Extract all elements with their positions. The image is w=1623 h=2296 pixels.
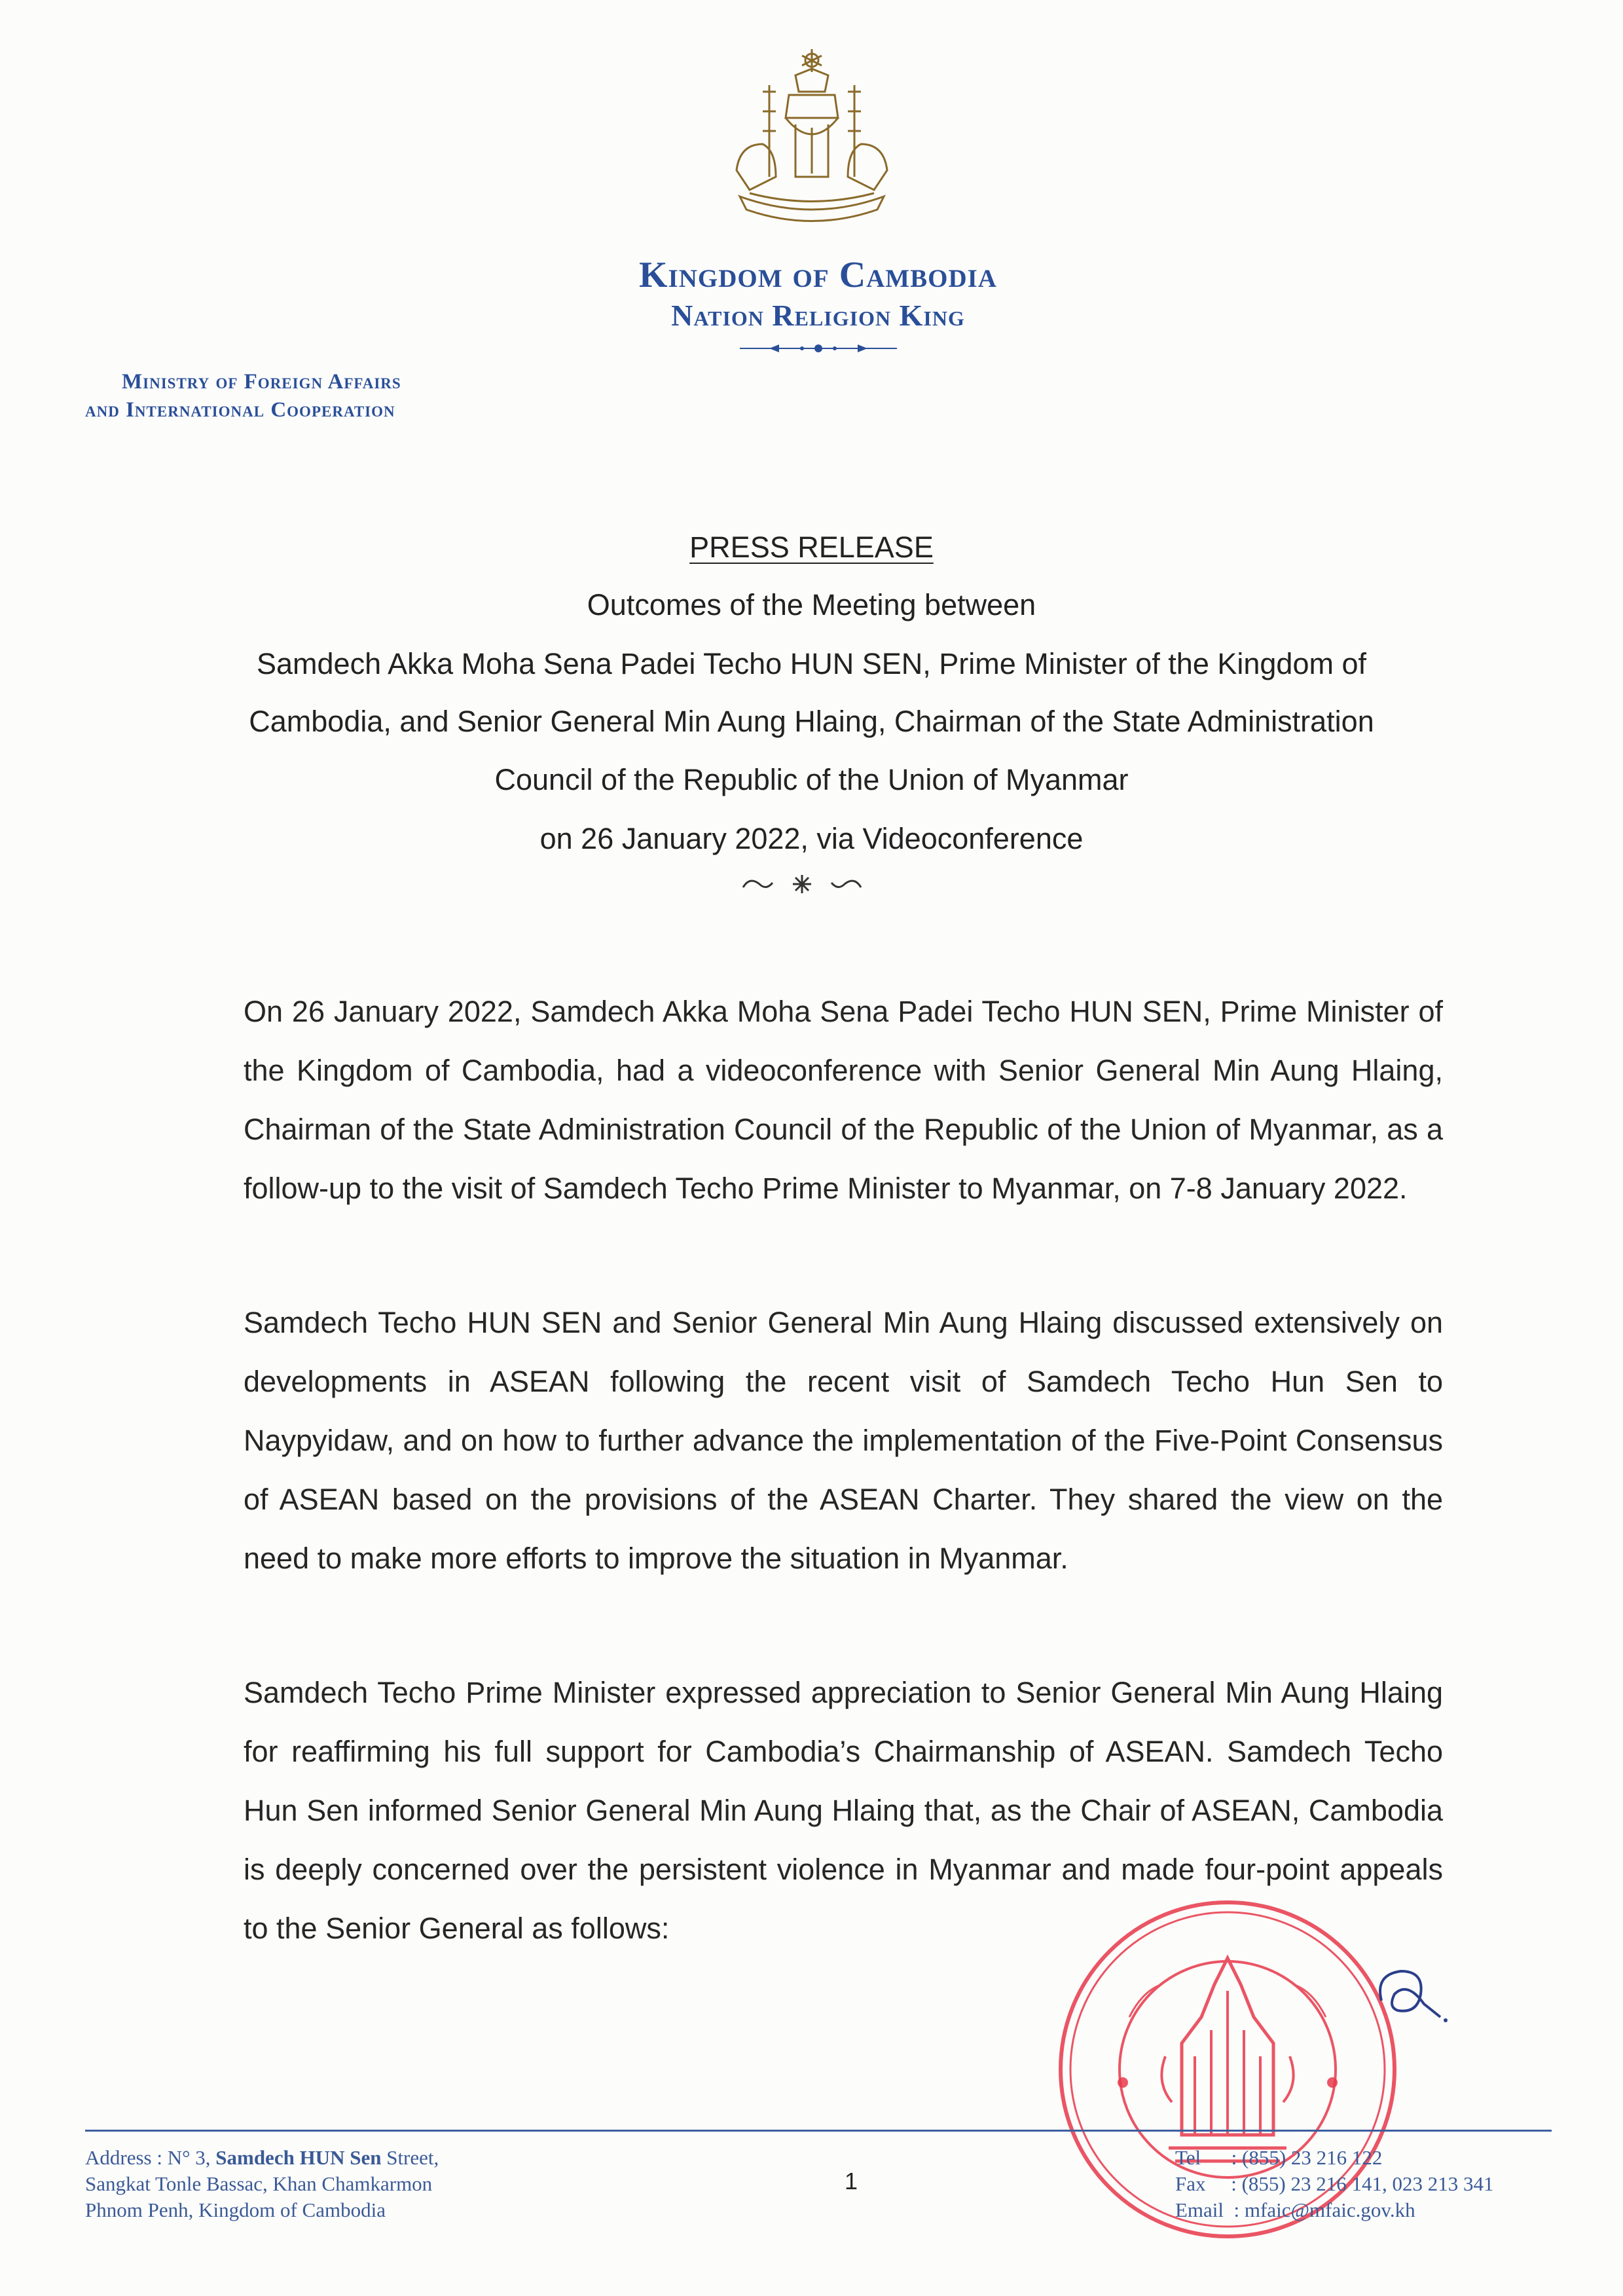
national-motto: Nation Religion King (671, 299, 965, 332)
body-paragraph: Samdech Techo HUN SEN and Senior General Min Aung Hlaing discussed extensively on developments in ASEAN following the recent visit of Samdech Techo Hun Sen to Naypyidaw, and on how to further advance the implementation of the Five-Point Consensus of ASEAN based on the provisions of the ASEAN Charter. They shared the view on the need to make more efforts to improve the situation in Myanmar. (244, 1306, 1443, 1575)
footer-email: Email : mfaic@mfaic.gov.kh (1175, 2198, 1415, 2221)
title-line: Council of the Republic of the Union of Myanmar (494, 763, 1129, 796)
title-line: on 26 January 2022, via Videoconference (539, 822, 1084, 855)
footer-divider (85, 2130, 1552, 2132)
header-divider-ornament (733, 341, 903, 356)
royal-coat-of-arms-emblem (710, 46, 913, 249)
country-heading: Kingdom of Cambodia (639, 255, 997, 295)
press-release-label: PRESS RELEASE (689, 530, 934, 564)
footer-tel: Tel : (855) 23 216 122 (1175, 2146, 1383, 2169)
title-line: Cambodia, and Senior General Min Aung Hlaing, Chairman of the State Administration (249, 705, 1374, 738)
handwritten-signature (1362, 1955, 1453, 2027)
footer-fax: Fax : (855) 23 216 141, 023 213 341 (1175, 2172, 1494, 2195)
body-paragraph: On 26 January 2022, Samdech Akka Moha Sena Padei Techo HUN SEN, Prime Minister of the Kingdom of Cambodia, had a videoconference with Senior General Min Aung Hlaing, Chairman of the State Administration Council of the Republic of the Union of Myanmar, as a follow-up to the visit of Samdech Techo Prime Minister to Myanmar, on 7-8 January 2022. (244, 995, 1443, 1205)
footer-address: Address : N° 3, Samdech HUN Sen Street, Sangkat Tonle Bassac, Khan Chamkarmon Phnom Penh, Kingdom of Cambodia (85, 2146, 439, 2221)
ministry-name-line2: and International Cooperation (85, 398, 395, 422)
ministry-name-line1: Ministry of Foreign Affairs (122, 370, 401, 394)
body-paragraph: Samdech Techo Prime Minister expressed appreciation to Senior General Min Aung Hlaing for reaffirming his full support for Cambodia’s Chairmanship of ASEAN. Samdech Techo Hun Sen informed Senior General Min Aung Hlaing that, as the Chair of ASEAN, Cambodia is deeply concerned over the persistent violence in Myanmar and made four-point appeals to the Senior General as follows: (244, 1676, 1443, 1945)
footer-contact (1175, 2145, 1494, 2223)
title-divider-ornament (730, 871, 874, 897)
page-number: 1 (845, 2168, 858, 2194)
title-line: Outcomes of the Meeting between (587, 588, 1036, 621)
title-line: Samdech Akka Moha Sena Padei Techo HUN SEN, Prime Minister of the Kingdom of (257, 647, 1366, 680)
